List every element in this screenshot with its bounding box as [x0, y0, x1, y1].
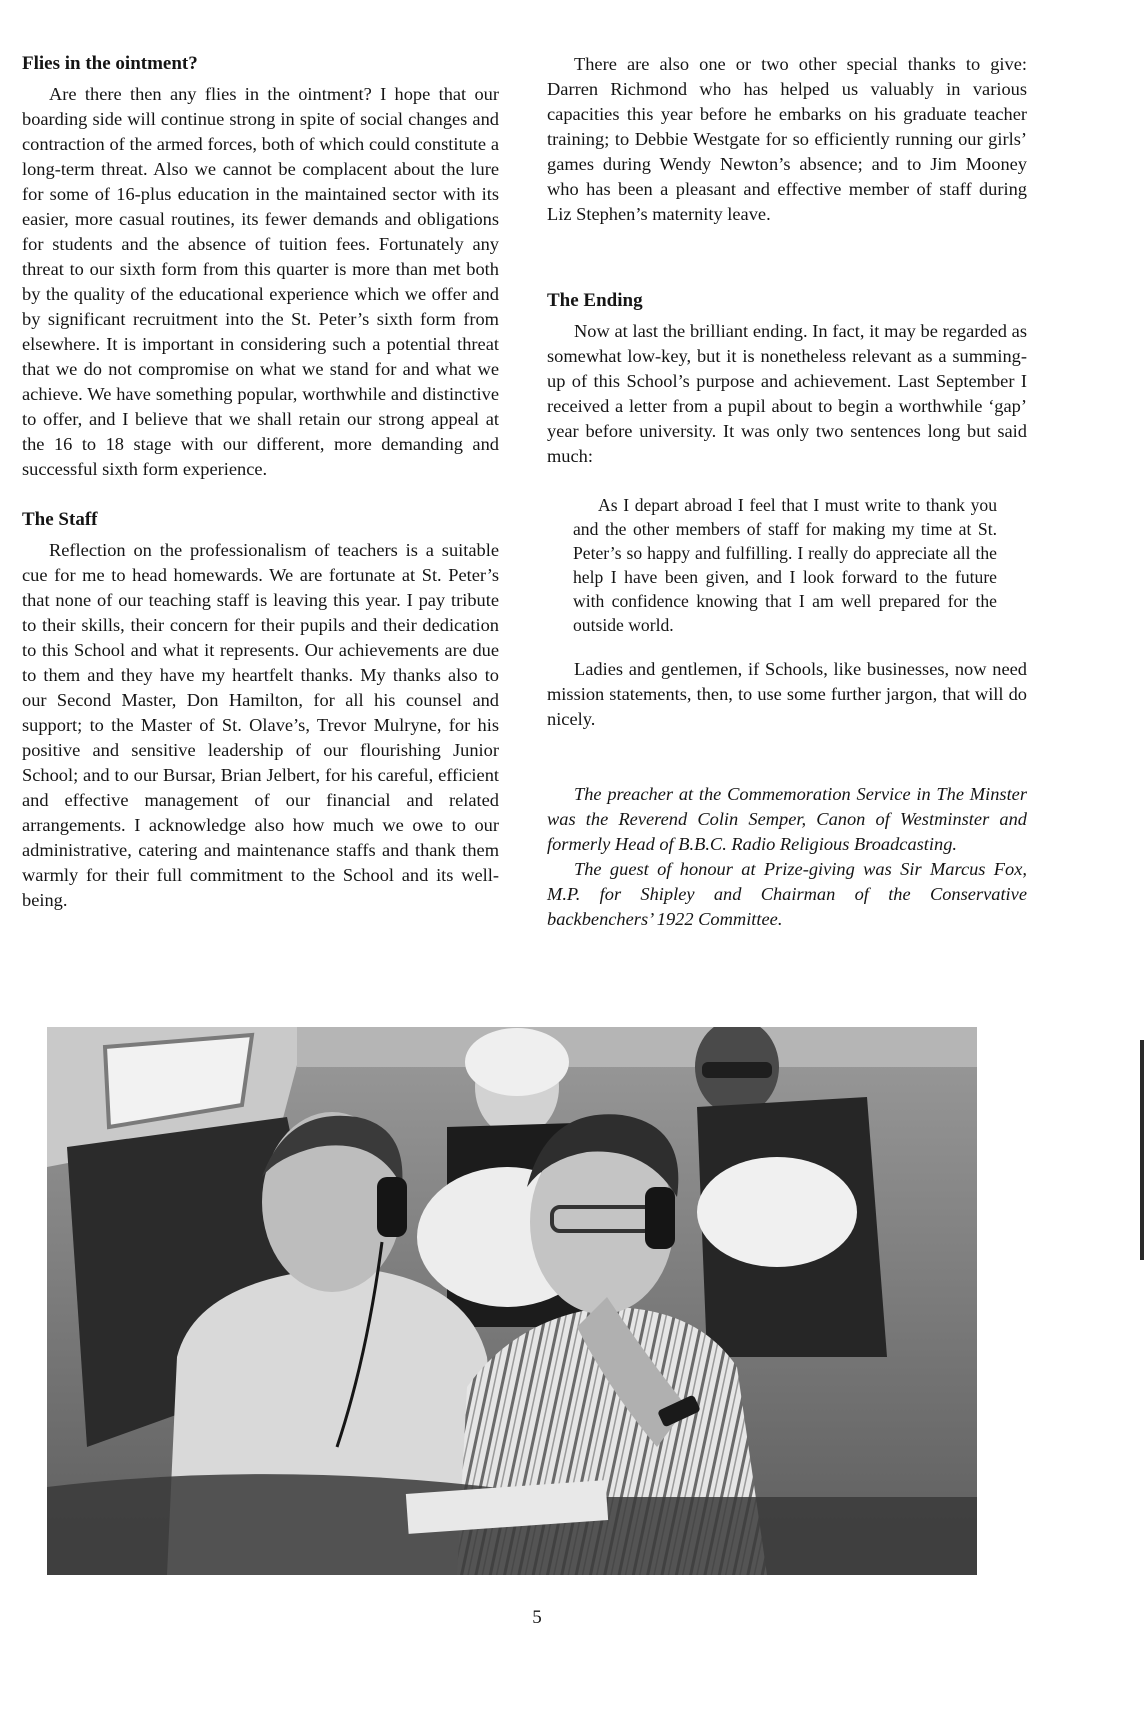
ceiling-panel — [297, 1027, 977, 1067]
left-column — [22, 52, 499, 913]
page-edge-mark — [1140, 1040, 1144, 1260]
paragraph-ending: Now at last the brilliant ending. In fact, it may be regarded as somewhat low-key, but it is nonetheless relevant as a summing-up of this School’s purpose and achievement. Last September I received a letter from a pupil about to begin a worthwhile ‘gap’ year before university. It was only two sentences long but said much: — [547, 321, 1027, 466]
paragraph-closing: Ladies and gentlemen, if Schools, like businesses, now need mission statements, then, to use some further jargon, that will do nicely. — [547, 659, 1027, 729]
section-heading-flies: Flies in the ointment? — [22, 53, 198, 74]
paragraph-thanks: There are also one or two other special thanks to give: Darren Richmond who has helped us valuably in various capacities this year before he embarks on his graduate teacher training; to Debbie Westgate for so efficiently running our girls’ games during Wendy Newton’s absence; and to Jim Mooney who has been a pleasant and effective member of staff during Liz Stephen’s maternity leave. — [547, 54, 1027, 224]
section-heading-staff: The Staff — [22, 509, 98, 530]
photo-illustration — [47, 1027, 977, 1575]
right-column — [547, 52, 1027, 932]
event-notes — [547, 782, 1027, 932]
pupil-letter-quote — [573, 493, 997, 637]
note-preacher: The preacher at the Commemoration Service in The Minster was the Reverend Colin Semper, Canon of Westminster and formerly Head of B.B.C. Radio Religious Broadcasting. — [547, 784, 1027, 854]
section-heading-ending: The Ending — [547, 290, 643, 311]
quote-text: As I depart abroad I feel that I must write to thank you and the other members of staff for making my time at St. Peter’s so happy and fulfilling. I really do appreciate all the help I have been given, and I look forward to the future with confidence knowing that I am well prepared for the outside world. — [573, 495, 997, 635]
photograph — [47, 1027, 977, 1575]
paragraph-flies: Are there then any flies in the ointment? I hope that our boarding side will continue strong in spite of social changes and contraction of the armed forces, both of which could constitute a long-term threat. Also we cannot be complacent about the lure for some of 16-plus education in the maintained sector with its easier, more casual routines, its fewer demands and obligations for students and the absence of tuition fees. Fortunately any threat to our sixth form from this quarter is more than met both by the quality of the educational experience which we offer and by significant recruitment into the St. Peter’s sixth form from elsewhere. It is important in considering such a potential threat that we do not compromise on what we stand for and what we achieve. We have something popular, worthwhile and distinctive to offer, and I believe that we shall retain our strong appeal at the 16 to 18 stage with our different, more demanding and successful sixth form experience. — [22, 84, 499, 479]
background-woman-hair — [465, 1028, 569, 1096]
left-man-headphone — [377, 1177, 407, 1237]
right-man-headphone — [645, 1187, 675, 1249]
page-number: 5 — [532, 1607, 542, 1628]
note-guest: The guest of honour at Prize-giving was Sir Marcus Fox, M.P. for Shipley and Chairman of the Conservative backbenchers’ 1922 Committee. — [547, 859, 1027, 929]
seat-headrest-pillow-right — [697, 1157, 857, 1267]
background-man-glasses — [702, 1062, 772, 1078]
paragraph-staff: Reflection on the professionalism of teachers is a suitable cue for me to head homewards. We are fortunate at St. Peter’s that none of our teaching staff is leaving this year. I pay tribute to their skills, their concern for their pupils and their dedication to this School and what it represents. Our achievements are due to them and they have my heartfelt thanks. My thanks also to our Second Master, Don Hamilton, for all his counsel and support; to the Master of St. Olave’s, Trevor Mulryne, for his positive and sensitive leadership of our flourishing Junior School; and to our Bursar, Brian Jelbert, for his careful, efficient and effective management of our financial and related arrangements. I acknowledge also how much we owe to our administrative, catering and maintenance staffs and thank them warmly for their full commitment to the School and its well-being. — [22, 540, 499, 910]
